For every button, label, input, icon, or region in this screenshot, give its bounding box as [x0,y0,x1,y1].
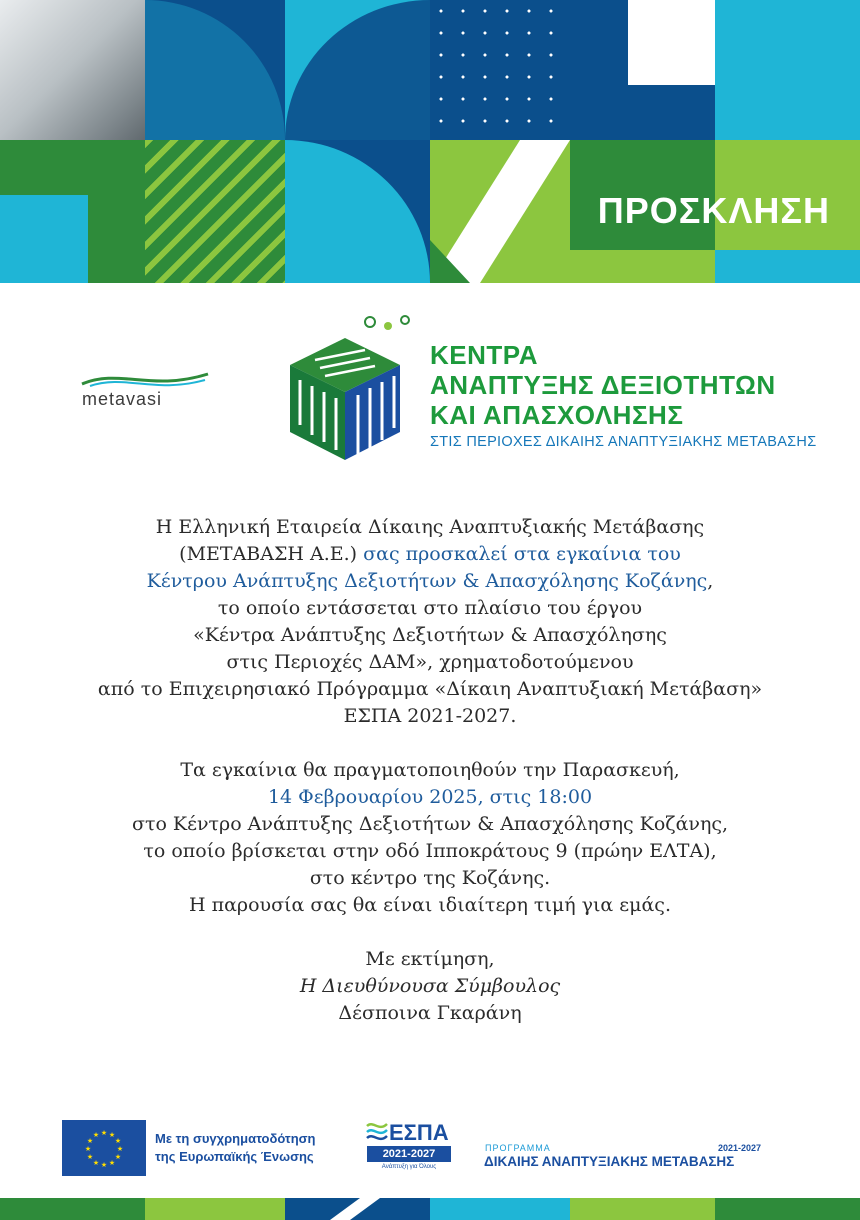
bottom-decor-bar [0,1198,860,1220]
letter-line: «Κέντρα Ανάπτυξης Δεξιοτήτων & Απασχόλησης [193,624,667,646]
event-date: 14 Φεβρουαρίου 2025, στις 18:00 [267,786,593,808]
eu-flag-icon [62,1120,146,1176]
svg-text:★: ★ [108,1131,116,1139]
letter-line: το οποίο εντάσσεται στο πλαίσιο του έργου [217,597,643,619]
letter-line: Η Ελληνική Εταιρεία Δίκαιης Αναπτυξιακής Μετάβασης [155,516,705,538]
banner-tile [715,0,860,140]
kentra-subtitle: ΣΤΙΣ ΠΕΡΙΟΧΕΣ ΔΙΚΑΙΗΣ ΑΝΑΠΤΥΞΙΑΚΗΣ ΜΕΤΑΒΑΣΗΣ [430,434,817,450]
program-title: ΔΙΚΑΙΗΣ ΑΝΑΠΤΥΞΙΑΚΗΣ ΜΕΤΑΒΑΣΗΣ [484,1154,735,1169]
svg-text:★: ★ [116,1145,124,1153]
dots-tile [430,0,570,140]
eu-text-line: της Ευρωπαϊκής Ένωσης [155,1149,314,1164]
svg-text:★: ★ [86,1153,94,1161]
kentra-cube-logo [270,310,420,470]
page-title: ΠΡΟΣΚΛΗΣΗ [597,190,830,231]
banner-tile [570,250,715,283]
letter-line: Η παρουσία σας θα είναι ιδιαίτερη τιμή για εμάς. [188,894,671,916]
invitation-letter [40,514,820,1027]
banner-tile [628,0,715,85]
metavasi-wordmark: metavasi [82,389,163,409]
kentra-title-line: ΑΝΑΠΤΥΞΗΣ ΔΕΞΙΟΤΗΤΩΝ [430,370,776,400]
letter-line: ΕΣΠΑ 2021-2027. [343,705,517,727]
svg-text:★: ★ [108,1159,116,1167]
svg-text:★: ★ [114,1153,122,1161]
signatory-name: Δέσποινα Γκαράνη [338,1002,522,1024]
banner-arc [285,140,430,283]
espa-wordmark: ΕΣΠΑ [389,1120,449,1145]
banner-tile [715,250,860,283]
highlighted-text: Κέντρου Ανάπτυξης Δεξιοτήτων & Απασχόλησης Κοζάνης [146,570,708,592]
signatory-role: Η Διευθύνουσα Σύμβουλος [299,975,561,997]
banner-arc [145,0,285,140]
paragraph-gap [40,730,820,757]
letter-text: , [707,570,714,592]
banner-tile [0,195,88,283]
svg-text:★: ★ [100,1129,108,1137]
letter-line [40,541,820,568]
program-years: 2021-2027 [718,1143,762,1153]
highlighted-text: σας προσκαλεί στα εγκαίνια του [363,543,681,565]
closing: Με εκτίμηση, [365,948,495,970]
eu-cofunding-text [155,1130,316,1166]
program-label: ΠΡΟΓΡΑΜΜΑ [485,1143,551,1153]
letter-line [40,568,820,595]
eu-text-line: Με τη συγχρηματοδότηση [155,1131,316,1146]
svg-text:★: ★ [86,1137,94,1145]
diagonal-band [430,140,570,283]
kentra-title-line: ΚΕΝΤΡΑ [430,340,538,370]
svg-text:★: ★ [84,1145,92,1153]
header-banner [0,0,860,283]
banner-arc [285,0,430,140]
espa-years: 2021-2027 [367,1146,451,1162]
letter-line: στο Κέντρο Ανάπτυξης Δεξιοτήτων & Απασχόλησης Κοζάνης, [131,813,729,835]
letter-line: στις Περιοχές ΔΑΜ», χρηματοδοτούμενου [226,651,634,673]
espa-tagline: Ανάπτυξη για Όλους [381,1164,437,1170]
svg-text:★: ★ [114,1137,122,1145]
svg-text:★: ★ [100,1161,108,1169]
letter-line: από το Επιχειρησιακό Πρόγραμμα «Δίκαιη Αναπτυξιακή Μετάβαση» [97,678,763,700]
letter-line: Τα εγκαίνια θα πραγματοποιηθούν την Παρασκευή, [180,759,680,781]
letter-line: το οποίο βρίσκεται στην οδό Ιπποκράτους 9 (πρώην ΕΛΤΑ), [143,840,717,862]
paragraph-gap [40,919,820,946]
svg-text:★: ★ [92,1159,100,1167]
letter-text: (ΜΕΤΑΒΑΣΗ Α.Ε.) [179,543,364,565]
stripe-tile [145,140,285,283]
letter-line: στο κέντρο της Κοζάνης. [309,867,551,889]
kentra-title-line: ΚΑΙ ΑΠΑΣΧΟΛΗΣΗΣ [430,400,684,430]
svg-text:★: ★ [92,1131,100,1139]
